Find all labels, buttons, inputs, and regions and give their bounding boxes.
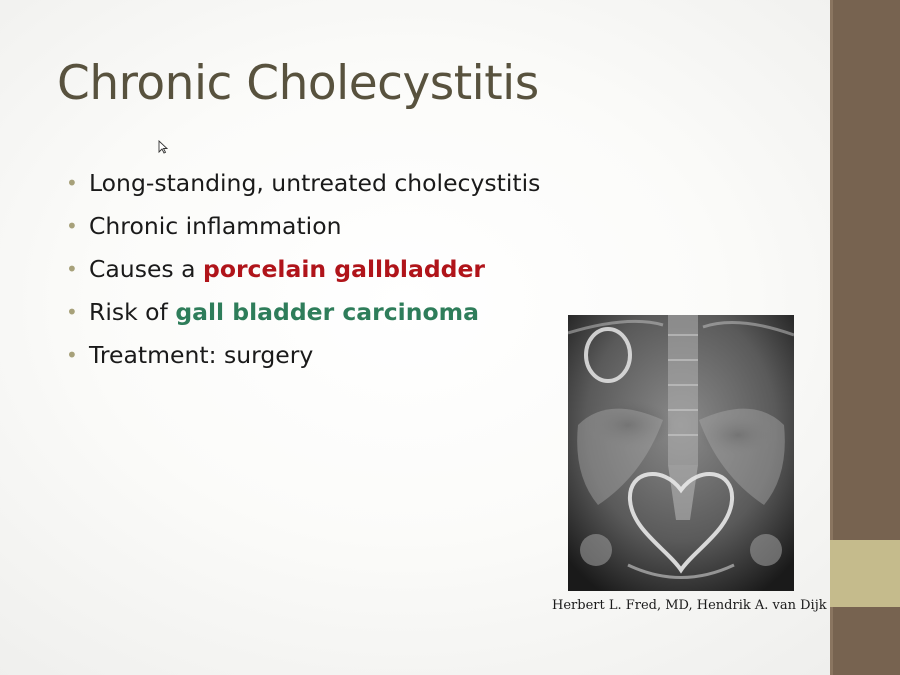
- bullet-dot: •: [66, 300, 78, 324]
- bullet-dot: •: [66, 257, 78, 281]
- bullet-highlight: gall bladder carcinoma: [175, 298, 479, 326]
- bullet-dot: •: [66, 214, 78, 238]
- slide-title: Chronic Cholecystitis: [57, 56, 539, 111]
- bullet-text: Long-standing, untreated cholecystitis: [89, 169, 541, 197]
- bullet-highlight: porcelain gallbladder: [203, 255, 485, 283]
- xray-image: [568, 315, 794, 591]
- side-accent: [830, 540, 900, 607]
- bullet-item: [66, 206, 540, 249]
- bullet-text: Treatment: surgery: [89, 341, 314, 369]
- bullet-item: [66, 249, 540, 292]
- bullet-item: [66, 163, 540, 206]
- bullet-list: [66, 163, 540, 378]
- mouse-pointer-icon: [158, 140, 168, 154]
- bullet-dot: •: [66, 343, 78, 367]
- bullet-text: Chronic inflammation: [89, 212, 342, 240]
- bullet-item: [66, 292, 540, 335]
- bullet-dot: •: [66, 171, 78, 195]
- bullet-text: Risk of: [89, 298, 176, 326]
- bullet-text: Causes a: [89, 255, 203, 283]
- image-caption: Herbert L. Fred, MD, Hendrik A. van Dijk: [552, 598, 827, 613]
- bullet-item: [66, 335, 540, 378]
